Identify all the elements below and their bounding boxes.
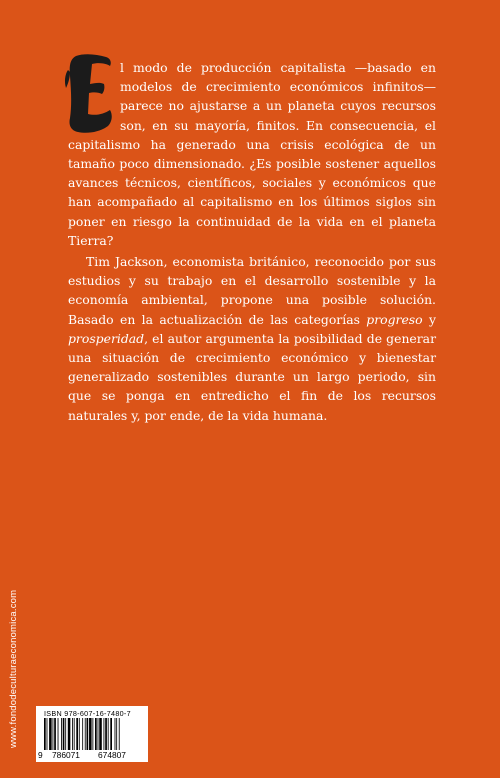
barcode-bar xyxy=(98,718,99,750)
blurb-italic-progreso: progreso xyxy=(366,311,423,327)
barcode-bar xyxy=(63,718,65,750)
barcode-bar xyxy=(108,718,109,750)
blurb-paragraph-2 xyxy=(68,252,436,425)
publisher-website: www.fondodeculturaeconomica.com xyxy=(8,589,19,748)
barcode-bar xyxy=(49,718,52,750)
barcode-bar xyxy=(79,718,80,750)
barcode-bar xyxy=(105,718,107,750)
barcode-bar xyxy=(104,718,105,750)
barcode-bar xyxy=(89,718,92,750)
barcode-bar xyxy=(85,718,86,750)
barcode-bar xyxy=(65,718,66,750)
barcode-bar xyxy=(95,718,97,750)
barcode-bars xyxy=(42,718,142,752)
blurb-paragraph-1-text: l modo de producción capitalista —basado en modelos de crecimiento económicos infinitos— parece no ajustarse a un planeta cuyos recursos son, en su mayoría, finitos. En consecuencia, el capitalismo ha generado una crisis ecológica de un tamaño poco dimensionado. ¿Es posible sostener aquellos avances técnicos, científicos, sociales y económicos que han acompañado al capitalismo en los últimos siglos sin poner en riesgo la continuidad de la vida en el planeta Tierra? xyxy=(68,60,436,248)
barcode-bar xyxy=(68,718,71,750)
barcode-bar xyxy=(115,718,116,750)
barcode-digits-left: 786071 xyxy=(52,750,80,760)
isbn-label: ISBN 978-607-16-7480-7 xyxy=(44,709,131,718)
blurb-italic-prosperidad: prosperidad xyxy=(68,330,145,346)
barcode-bar xyxy=(72,718,73,750)
barcode-bar xyxy=(44,718,46,750)
barcode-bar xyxy=(74,718,75,750)
barcode-bar xyxy=(116,718,117,750)
barcode-bar xyxy=(53,718,54,750)
blurb-paragraph-2-text-b: y xyxy=(422,311,436,327)
blurb-paragraph-2-text-c: , el autor argumenta la posibilidad de generar una situación de crecimiento económico y bienestar generalizado sostenibles durante un largo periodo, sin que se ponga en entredicho el fin de los recursos naturales y, por ende, de la vida humana. xyxy=(68,330,436,423)
barcode-bar xyxy=(58,718,59,750)
barcode-bar xyxy=(110,718,112,750)
isbn-barcode-box xyxy=(36,706,148,762)
back-cover-blurb xyxy=(68,58,436,425)
blurb-paragraph-2-text-a: Tim Jackson, economista británico, reconocido por sus estudios y su trabajo en el desarrollo sostenible y la economía ambiental, propone una posible solución. Basado en la actualización de las categorías xyxy=(68,254,436,327)
barcode-bar xyxy=(87,718,89,750)
barcode-bar xyxy=(99,718,102,750)
barcode-bar xyxy=(47,718,48,750)
blurb-paragraph-1 xyxy=(68,58,436,250)
barcode-bar xyxy=(54,718,56,750)
barcode-bar xyxy=(76,718,78,750)
barcode-bar xyxy=(119,718,120,750)
barcode-digits-right: 674807 xyxy=(98,750,126,760)
barcode-bar xyxy=(82,718,83,750)
barcode-bar xyxy=(61,718,62,750)
barcode-digit-first: 9 xyxy=(38,750,43,760)
barcode-bar xyxy=(92,718,93,750)
